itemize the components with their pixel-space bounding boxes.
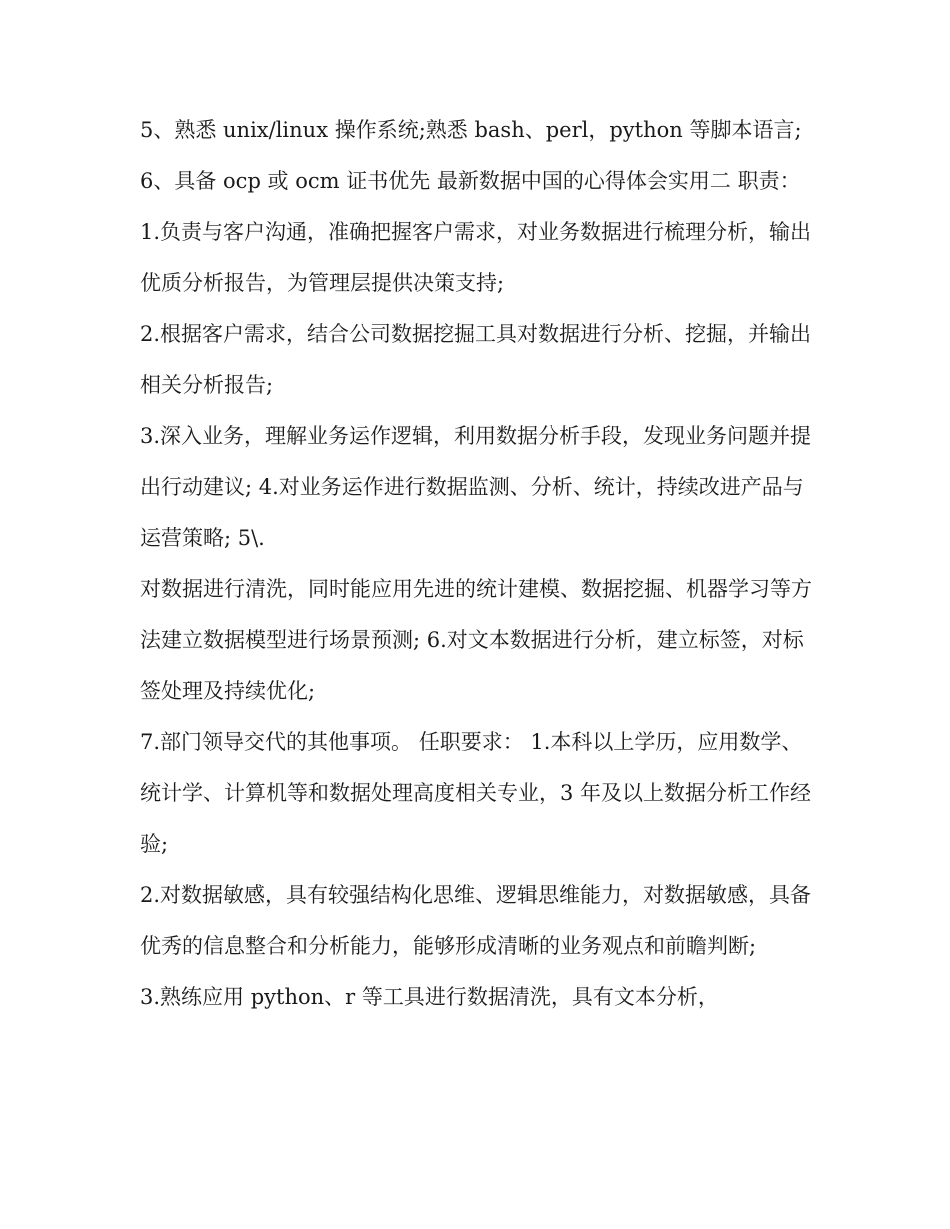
paragraph-duty-1: 1.负责与客户沟通，准确把握客户需求，对业务数据进行梳理分析，输出优质分析报告，为管理层提供决策支持; bbox=[140, 220, 812, 295]
paragraph-requirement-3: 3.熟练应用 python、r 等工具进行数据清洗，具有文本分析， bbox=[140, 985, 719, 1009]
document-body bbox=[140, 105, 820, 1023]
paragraph-duty-2: 2.根据客户需求，结合公司数据挖掘工具对数据进行分析、挖掘，并输出相关分析报告; bbox=[140, 322, 812, 397]
paragraph-duty-5-6: 对数据进行清洗，同时能应用先进的统计建模、数据挖掘、机器学习等方法建立数据模型进行场景预测; 6.对文本数据进行分析，建立标签，对标签处理及持续优化; bbox=[140, 577, 812, 703]
paragraph-requirement-2: 2.对数据敏感，具有较强结构化思维、逻辑思维能力，对数据敏感，具备优秀的信息整合和分析能力，能够形成清晰的业务观点和前瞻判断; bbox=[140, 883, 812, 958]
paragraph-duty-7-requirement-1: 7.部门领导交代的其他事项。 任职要求： 1.本科以上学历，应用数学、统计学、计算机等和数据处理高度相关专业，3 年及以上数据分析工作经验; bbox=[140, 730, 812, 856]
paragraph-duty-3-4-5: 3.深入业务，理解业务运作逻辑，利用数据分析手段，发现业务问题并提出行动建议; 4.对业务运作进行数据监测、分析、统计，持续改进产品与运营策略; 5\. bbox=[140, 424, 812, 550]
paragraph-skills-and-duties-intro: 5、熟悉 unix/linux 操作系统;熟悉 bash、perl，python 等脚本语言; 6、具备 ocp 或 ocm 证书优先 最新数据中国的心得体会实用二 职责： bbox=[140, 118, 809, 193]
